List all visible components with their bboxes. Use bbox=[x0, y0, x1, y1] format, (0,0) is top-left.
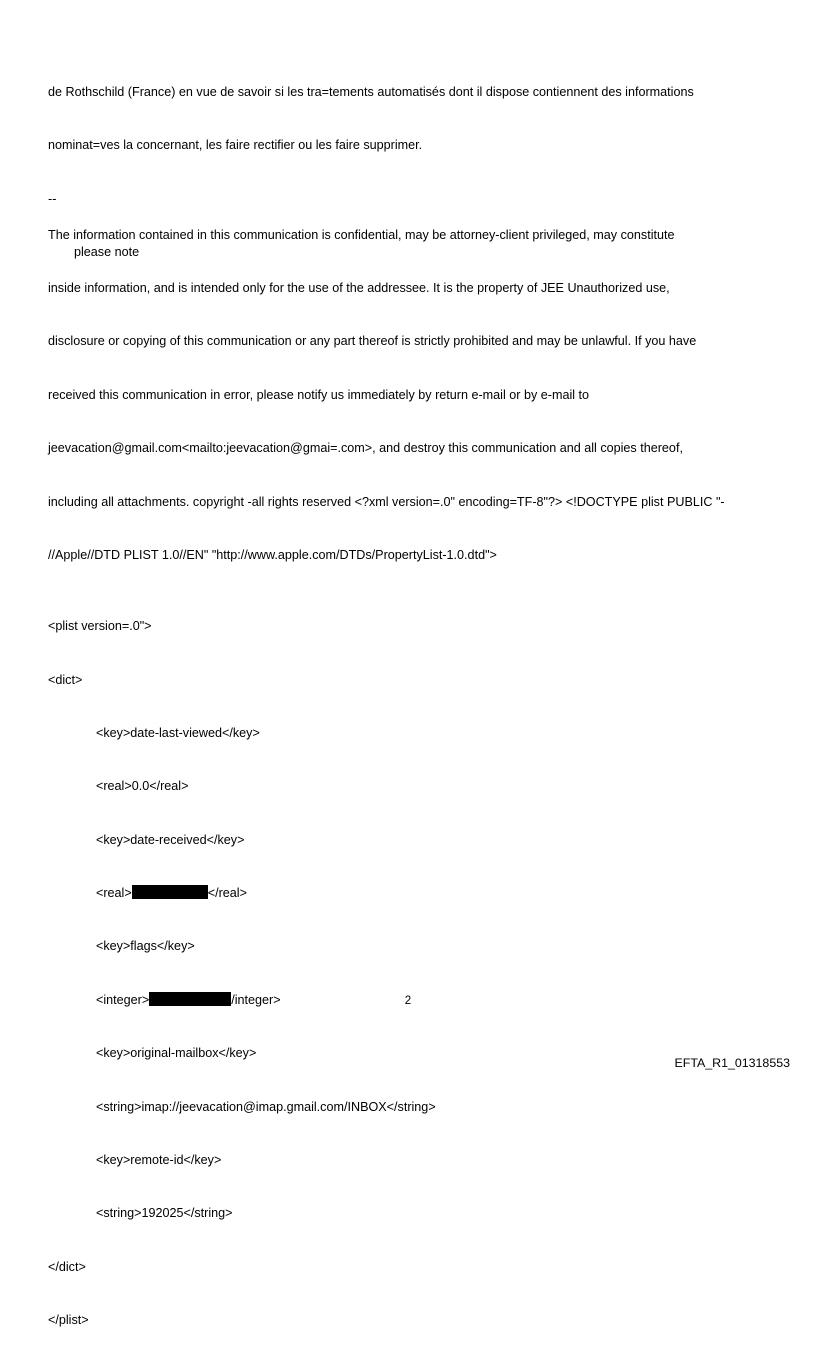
plist-key-line: <key>date-received</key> bbox=[96, 832, 245, 847]
plist-key-line: <key>date-last-viewed</key> bbox=[96, 725, 260, 740]
disclaimer-line: jeevacation@gmail.com<mailto:jeevacation@gmai=.com>, and destroy this communication and all copies thereof, bbox=[48, 441, 683, 456]
plist-value-line: <string>imap://jeevacation@imap.gmail.com/INBOX</string> bbox=[96, 1099, 436, 1114]
real-close-tag: </real> bbox=[207, 886, 247, 901]
dict-close-tag: </dict> bbox=[48, 1259, 86, 1274]
disclaimer-line: including all attachments. copyright -all rights reserved <?xml version=.0" encoding=TF-8"?> <!DOCTYPE plist PUBLIC "- bbox=[48, 494, 725, 509]
disclaimer-line: inside information, and is intended only for the use of the addressee. It is the property of JEE Unauthorized use, bbox=[48, 280, 670, 295]
confidentiality-disclaimer bbox=[48, 191, 768, 1366]
please-note-label: please note bbox=[74, 244, 140, 259]
plist-key-line: <key>remote-id</key> bbox=[96, 1153, 222, 1168]
plist-key-line: <key>flags</key> bbox=[96, 939, 195, 954]
disclaimer-line: received this communication in error, please notify us immediately by return e-mail or by e-mail to bbox=[48, 387, 590, 402]
disclaimer-line: The information contained in this communication is confidential, may be attorney-client privileged, may constitute bbox=[48, 227, 675, 242]
signature-separator: -- bbox=[48, 191, 57, 206]
real-open-tag: <real> bbox=[96, 886, 132, 901]
disclaimer-line: //Apple//DTD PLIST 1.0//EN" "http://www.apple.com/DTDs/PropertyList-1.0.dtd"> bbox=[48, 547, 497, 562]
plist-value-line: <string>192025</string> bbox=[96, 1206, 233, 1221]
plist-redacted-real-line bbox=[48, 885, 768, 903]
disclaimer-line: disclosure or copying of this communication or any part thereof is strictly prohibited and may be unlawful. If you have bbox=[48, 334, 697, 349]
paragraph-line: nominat=ves la concernant, les faire rectifier ou les faire supprimer. bbox=[48, 137, 423, 152]
page-number: 2 bbox=[404, 995, 412, 1007]
document-id: EFTA_R1_01318553 bbox=[674, 1056, 790, 1070]
plist-close-tag: </plist> bbox=[48, 1313, 89, 1328]
paragraph-line: de Rothschild (France) en vue de savoir si les tra=tements automatisés dont il dispose contiennent des informations bbox=[48, 84, 694, 99]
plist-key-line: <key>original-mailbox</key> bbox=[96, 1046, 257, 1061]
plist-open-tag: <plist version=.0"> bbox=[48, 619, 152, 634]
dict-open-tag: <dict> bbox=[48, 672, 83, 687]
integer-open-tag: <integer> bbox=[96, 992, 150, 1007]
integer-close-tag: /integer> bbox=[231, 992, 281, 1007]
redaction-box bbox=[132, 885, 208, 899]
plist-value-line: <real>0.0</real> bbox=[96, 779, 189, 794]
